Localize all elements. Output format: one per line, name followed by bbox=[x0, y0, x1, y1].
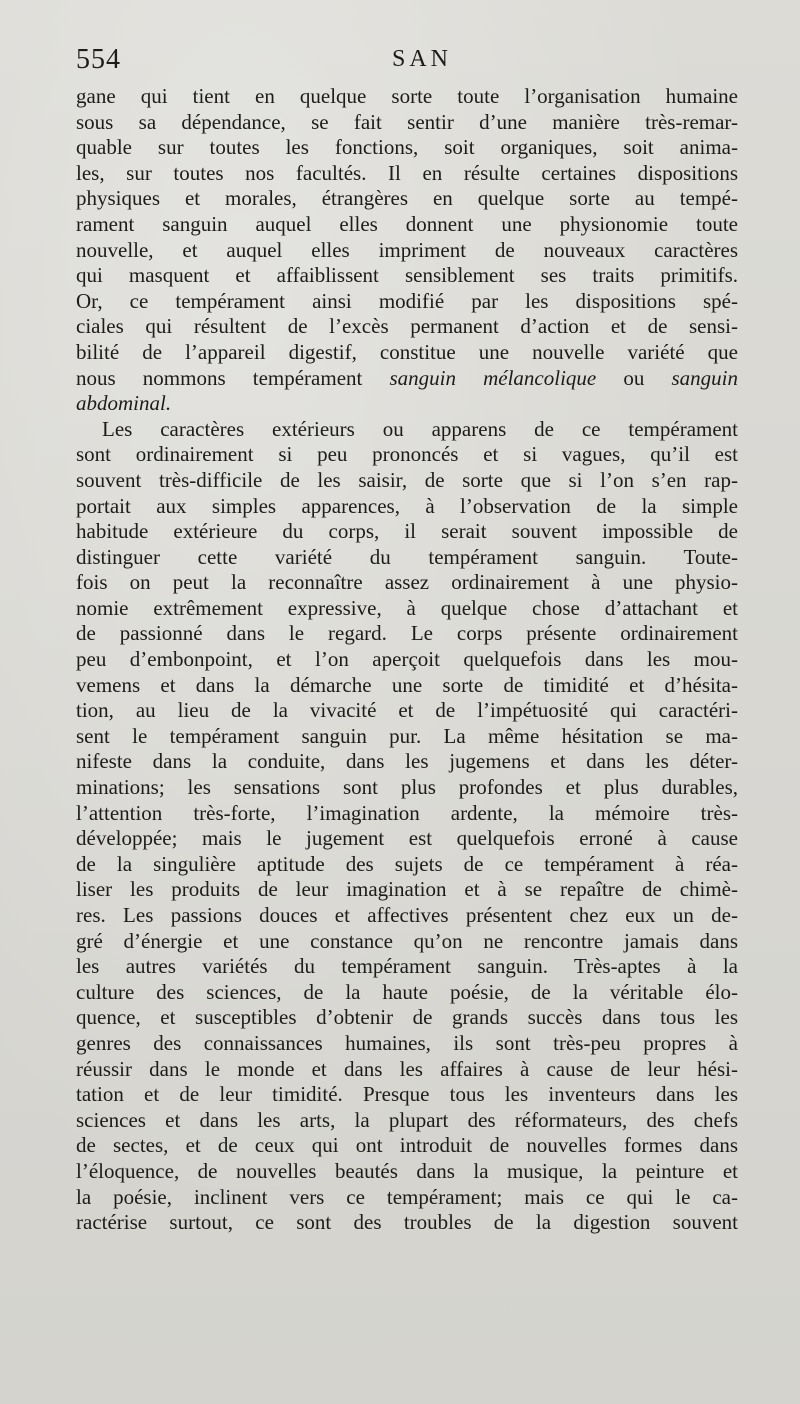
text-line: culture des sciences, de la haute poésie, de la véritable élo- bbox=[76, 979, 738, 1004]
text-line: distinguer cette variété du tempérament sanguin. Toute- bbox=[76, 544, 738, 569]
body-text bbox=[76, 84, 738, 1236]
text-line: habitude extérieure du corps, il serait souvent impossible de bbox=[76, 519, 738, 544]
text-line: Les caractères extérieurs ou apparens de ce tempérament bbox=[102, 416, 738, 441]
page-number: 554 bbox=[76, 44, 121, 75]
text-line: ciales qui résultent de l’excès permanent d’action et de sensi- bbox=[76, 314, 738, 339]
text-line bbox=[76, 366, 738, 392]
text-line: de la singulière aptitude des sujets de ce tempérament à réa- bbox=[76, 851, 738, 876]
text-line: genres des connaissances humaines, ils sont très-peu propres à bbox=[76, 1030, 738, 1055]
text-line: Or, ce tempérament ainsi modifié par les dispositions spé- bbox=[76, 288, 738, 313]
text-line: la poésie, inclinent vers ce tempérament; mais ce qui le ca- bbox=[76, 1184, 738, 1209]
text-run: ou bbox=[596, 365, 672, 390]
text-line: développée; mais le jugement est quelquefois erroné à cause bbox=[76, 826, 738, 851]
text-line: tion, au lieu de la vivacité et de l’impétuosité qui caractéri- bbox=[76, 698, 738, 723]
text-line: quence, et susceptibles d’obtenir de grands succès dans tous les bbox=[76, 1005, 738, 1030]
text-line: les, sur toutes nos facultés. Il en résulte certaines dispositions bbox=[76, 160, 738, 185]
text-line: gane qui tient en quelque sorte toute l’organisation humaine bbox=[76, 84, 738, 108]
text-line: fois on peut la reconnaître assez ordinairement à une physio- bbox=[76, 570, 738, 595]
italic-term: sanguin bbox=[671, 365, 738, 390]
text-line: liser les produits de leur imagination et à se repaître de chimè- bbox=[76, 877, 738, 902]
text-line: l’attention très-forte, l’imagination ardente, la mémoire très- bbox=[76, 800, 738, 825]
running-head: SAN bbox=[391, 46, 452, 72]
text-line: quable sur toutes les fonctions, soit organiques, soit anima- bbox=[76, 135, 738, 160]
text-line: réussir dans le monde et dans les affaires à cause de leur hési- bbox=[76, 1056, 738, 1081]
text-line: peu d’embonpoint, et l’on aperçoit quelquefois dans les mou- bbox=[76, 647, 738, 672]
page-header bbox=[76, 44, 738, 80]
text-line: nifeste dans la conduite, dans les jugemens et dans les déter- bbox=[76, 749, 738, 774]
text-line: rament sanguin auquel elles donnent une physionomie toute bbox=[76, 211, 738, 236]
text-line: bilité de l’appareil digestif, constitue une nouvelle variété que bbox=[76, 339, 738, 364]
text-line: tation et de leur timidité. Presque tous les inventeurs dans les bbox=[76, 1082, 738, 1107]
text-line: vemens et dans la démarche une sorte de timidité et d’hésita- bbox=[76, 672, 738, 697]
text-line: abdominal. bbox=[76, 391, 172, 416]
text-line: nouvelle, et auquel elles impriment de nouveaux caractères bbox=[76, 237, 738, 262]
text-line: ractérise surtout, ce sont des troubles de la digestion souvent bbox=[76, 1210, 738, 1235]
text-line: sont ordinairement si peu prononcés et si vagues, qu’il est bbox=[76, 442, 738, 467]
text-line: souvent très-difficile de les saisir, de sorte que si l’on s’en rap- bbox=[76, 467, 738, 492]
text-line: qui masquent et affaiblissent sensiblement ses traits primitifs. bbox=[76, 263, 738, 288]
text-line: sciences et dans les arts, la plupart des réformateurs, des chefs bbox=[76, 1107, 738, 1132]
text-line: minations; les sensations sont plus profondes et plus durables, bbox=[76, 775, 738, 800]
text-line: les autres variétés du tempérament sanguin. Très-aptes à la bbox=[76, 954, 738, 979]
text-line: portait aux simples apparences, à l’observation de la simple bbox=[76, 493, 738, 518]
text-line: de sectes, et de ceux qui ont introduit de nouvelles formes dans bbox=[76, 1133, 738, 1158]
paragraph-2 bbox=[76, 417, 738, 1236]
text-line: nomie extrêmement expressive, à quelque chose d’attachant et bbox=[76, 595, 738, 620]
paragraph-1 bbox=[76, 84, 738, 417]
text-line: sent le tempérament sanguin pur. La même hésitation se ma- bbox=[76, 723, 738, 748]
text-line: gré d’énergie et une constance qu’on ne rencontre jamais dans bbox=[76, 928, 738, 953]
text-run: nous nommons tempérament bbox=[76, 365, 390, 390]
text-line: de passionné dans le regard. Le corps présente ordinairement bbox=[76, 621, 738, 646]
text-line: l’éloquence, de nouvelles beautés dans la musique, la peinture et bbox=[76, 1158, 738, 1183]
text-line: sous sa dépendance, se fait sentir d’une manière très-remar- bbox=[76, 109, 738, 134]
text-line: res. Les passions douces et affectives présentent chez eux un de- bbox=[76, 903, 738, 927]
italic-term: sanguin mélancolique bbox=[389, 365, 597, 390]
text-line: physiques et morales, étrangères en quelque sorte au tempé- bbox=[76, 186, 738, 211]
